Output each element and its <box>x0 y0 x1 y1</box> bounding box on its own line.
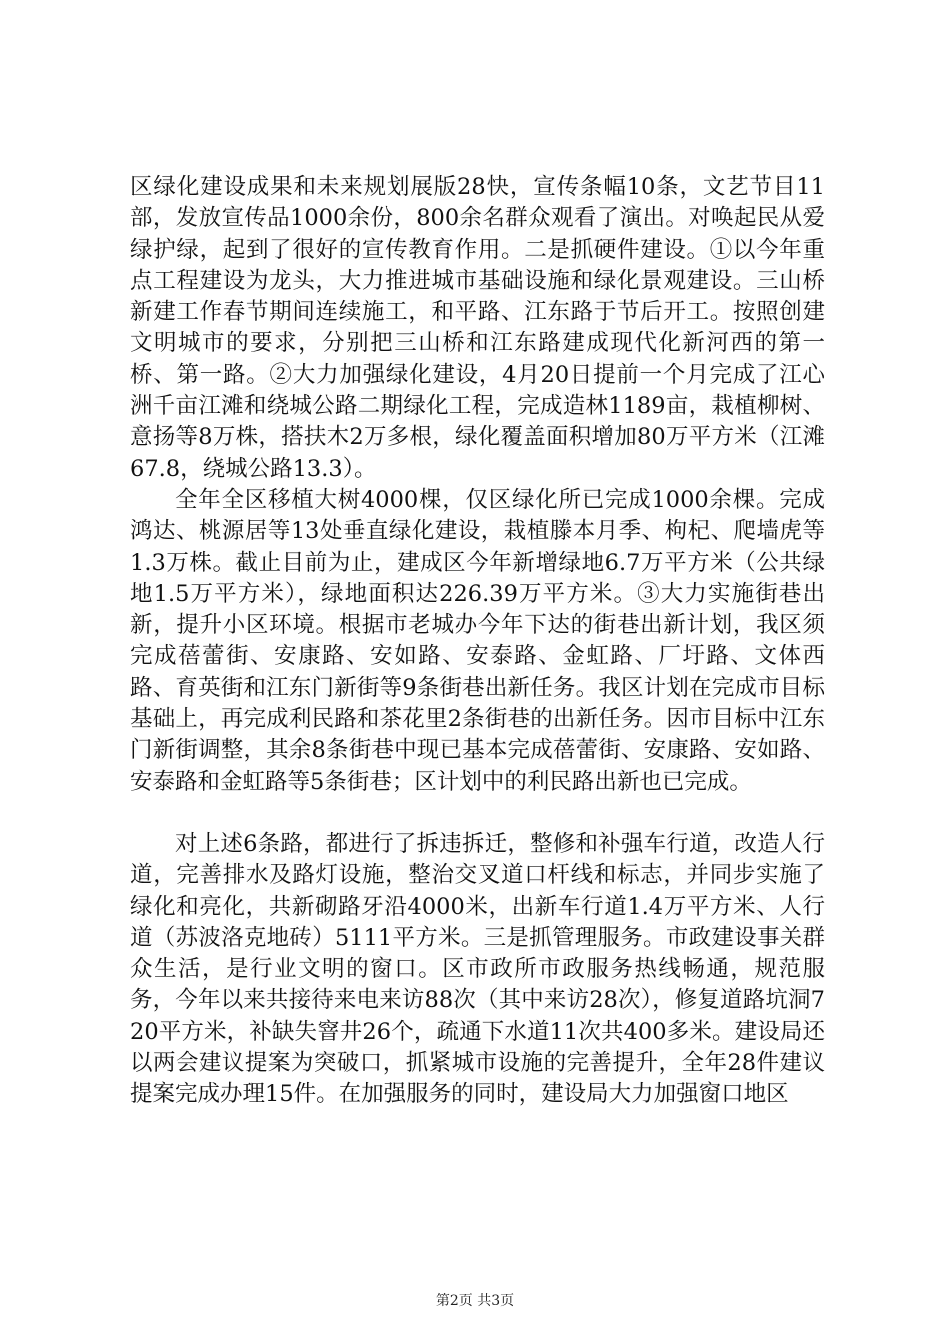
paragraph-2: 全年全区移植大树4000棵，仅区绿化所已完成1000余棵。完成鸿达、桃源居等13处垂直绿化建设，栽植滕本月季、枸杞、爬墙虎等1.3万株。截止目前为止，建成区今年新增绿地6.7万平方米（公共绿地1.5万平方米），绿地面积达226.39万平方米。③大力实施街巷出新，提升小区环境。根据市老城办今年下达的街巷出新计划，我区须完成蓓蕾街、安康路、安如路、安泰路、金虹路、厂圩路、文体西路、育英街和江东门新街等9条街巷出新任务。我区计划在完成市目标基础上，再完成利民路和茶花里2条街巷的出新任务。因市目标中江东门新街调整，其余8条街巷中现已基本完成蓓蕾街、安康路、安如路、安泰路和金虹路等5条街巷；区计划中的利民路出新也已完成。 <box>130 486 825 795</box>
paragraph-gap <box>130 798 825 829</box>
paragraph-1: 区绿化建设成果和未来规划展版28快，宣传条幅10条，文艺节目11部，发放宣传品1000余份，800余名群众观看了演出。对唤起民从爱绿护绿，起到了很好的宣传教育作用。二是抓硬件建设。①以今年重点工程建设为龙头，大力推进城市基础设施和绿化景观建设。三山桥新建工作春节期间连续施工，和平路、江东路于节后开工。按照创建文明城市的要求，分别把三山桥和江东路建成现代化新河西的第一桥、第一路。②大力加强绿化建设，4月20日提前一个月完成了江心洲千亩江滩和绕城公路二期绿化工程，完成造林1189亩，栽植柳树、意扬等8万株，搭扶木2万多根，绿化覆盖面积增加80万平方米（江滩67.8，绕城公路13.3）。 <box>130 174 825 482</box>
paragraph-3: 对上述6条路，都进行了拆违拆迁，整修和补强车行道，改造人行道，完善排水及路灯设施，整治交叉道口杆线和标志，并同步实施了绿化和亮化，共新砌路牙沿4000米，出新车行道1.4万平方米、人行道（苏波洛克地砖）5111平方米。三是抓管理服务。市政建设事关群众生活，是行业文明的窗口。区市政所市政服务热线畅通，规范服务，今年以来共接待来电来访88次（其中来访28次），修复道路坑洞720平方米，补缺失窨井26个，疏通下水道11次共400多米。建设局还以两会建议提案为突破口，抓紧城市设施的完善提升，全年28件建议提案完成办理15件。在加强服务的同时，建设局大力加强窗口地区 <box>130 830 825 1108</box>
document-body <box>130 172 825 1111</box>
page-number-footer: 第2页 共3页 <box>435 1293 515 1309</box>
